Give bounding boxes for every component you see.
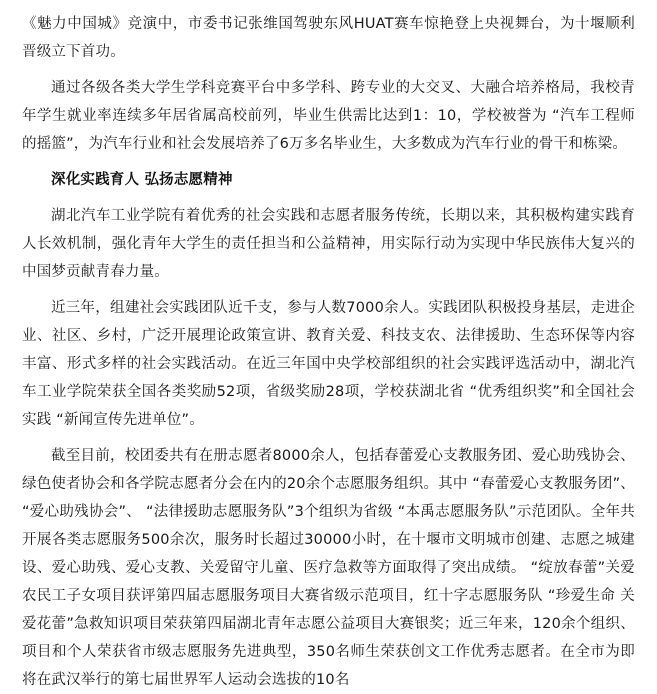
paragraph-3: 湖北汽车工业学院有着优秀的社会实践和志愿者服务传统，长期以来，其积极构建实践育人长效机制，强化青年大学生的责任担当和公益精神，用实际行动为实现中华民族伟大复兴的中国梦贡献青春力量。 — [22, 208, 635, 280]
paragraph-5: 截至目前，校团委共有在册志愿者8000余人，包括春蕾爱心支教服务团、爱心助残协会、绿色使者协会和各学院志愿者分会在内的20余个志愿服务组织。其中 “春蕾爱心支教服务团”、 “爱心助残协会”、 “法律援助志愿服务队”3个组织为省级 “本禹志愿服务队”示范团队。全年共开展各类志愿服务500余次，服务时长超过30000小时，在十堰市文明城市创建、志愿之城建设、爱心助残、爱心支教、关爱留守儿童、医疗急救等方面取得了突出成绩。 “绽放春蕾”关爱农民工子女项目获评第四届志愿服务项目大赛省级示范项目，红十字志愿服务队 “珍爱生命 关爱花蕾”急救知识项目荣获第四届湖北青年志愿公益项目大赛银奖；近三年来，120余个组织、项目和个人荣获省市级志愿服务先进典型，350名师生荣获创文工作优秀志愿者。在全市为即将在武汉举行的第七届世界军人运动会选拔的10名 — [22, 448, 635, 688]
paragraph-4: 近三年，组建社会实践团队近千支，参与人数7000余人。实践团队积极投身基层，走进企业、社区、乡村，广泛开展理论政策宣讲、教育关爱、科技支农、法律援助、生态环保等内容丰富、形式多样的社会实践活动。在近三年国中央学校部组织的社会实践评选活动中，湖北汽车工业学院荣获全国各类奖励52项，省级奖励28项，学校获湖北省 “优秀组织奖”和全国社会实践 “新闻宣传先进单位”。 — [22, 300, 635, 428]
paragraph-2: 通过各级各类大学生学科竞赛平台中多学科、跨专业的大交叉、大融合培养格局，我校青年学生就业率连续多年居省属高校前列，毕业生供需比达到1：10，学校被誉为 “汽车工程师的摇篮”，为汽车行业和社会发展培养了6万多名毕业生，大多数成为汽车行业的骨干和栋梁。 — [22, 80, 635, 152]
paragraph-1: 《魅力中国城》竞演中，市委书记张维国驾驶东风HUAT赛车惊艳登上央视舞台，为十堰顺利晋级立下首功。 — [22, 16, 635, 60]
section-heading: 深化实践育人 弘扬志愿精神 — [51, 172, 233, 188]
